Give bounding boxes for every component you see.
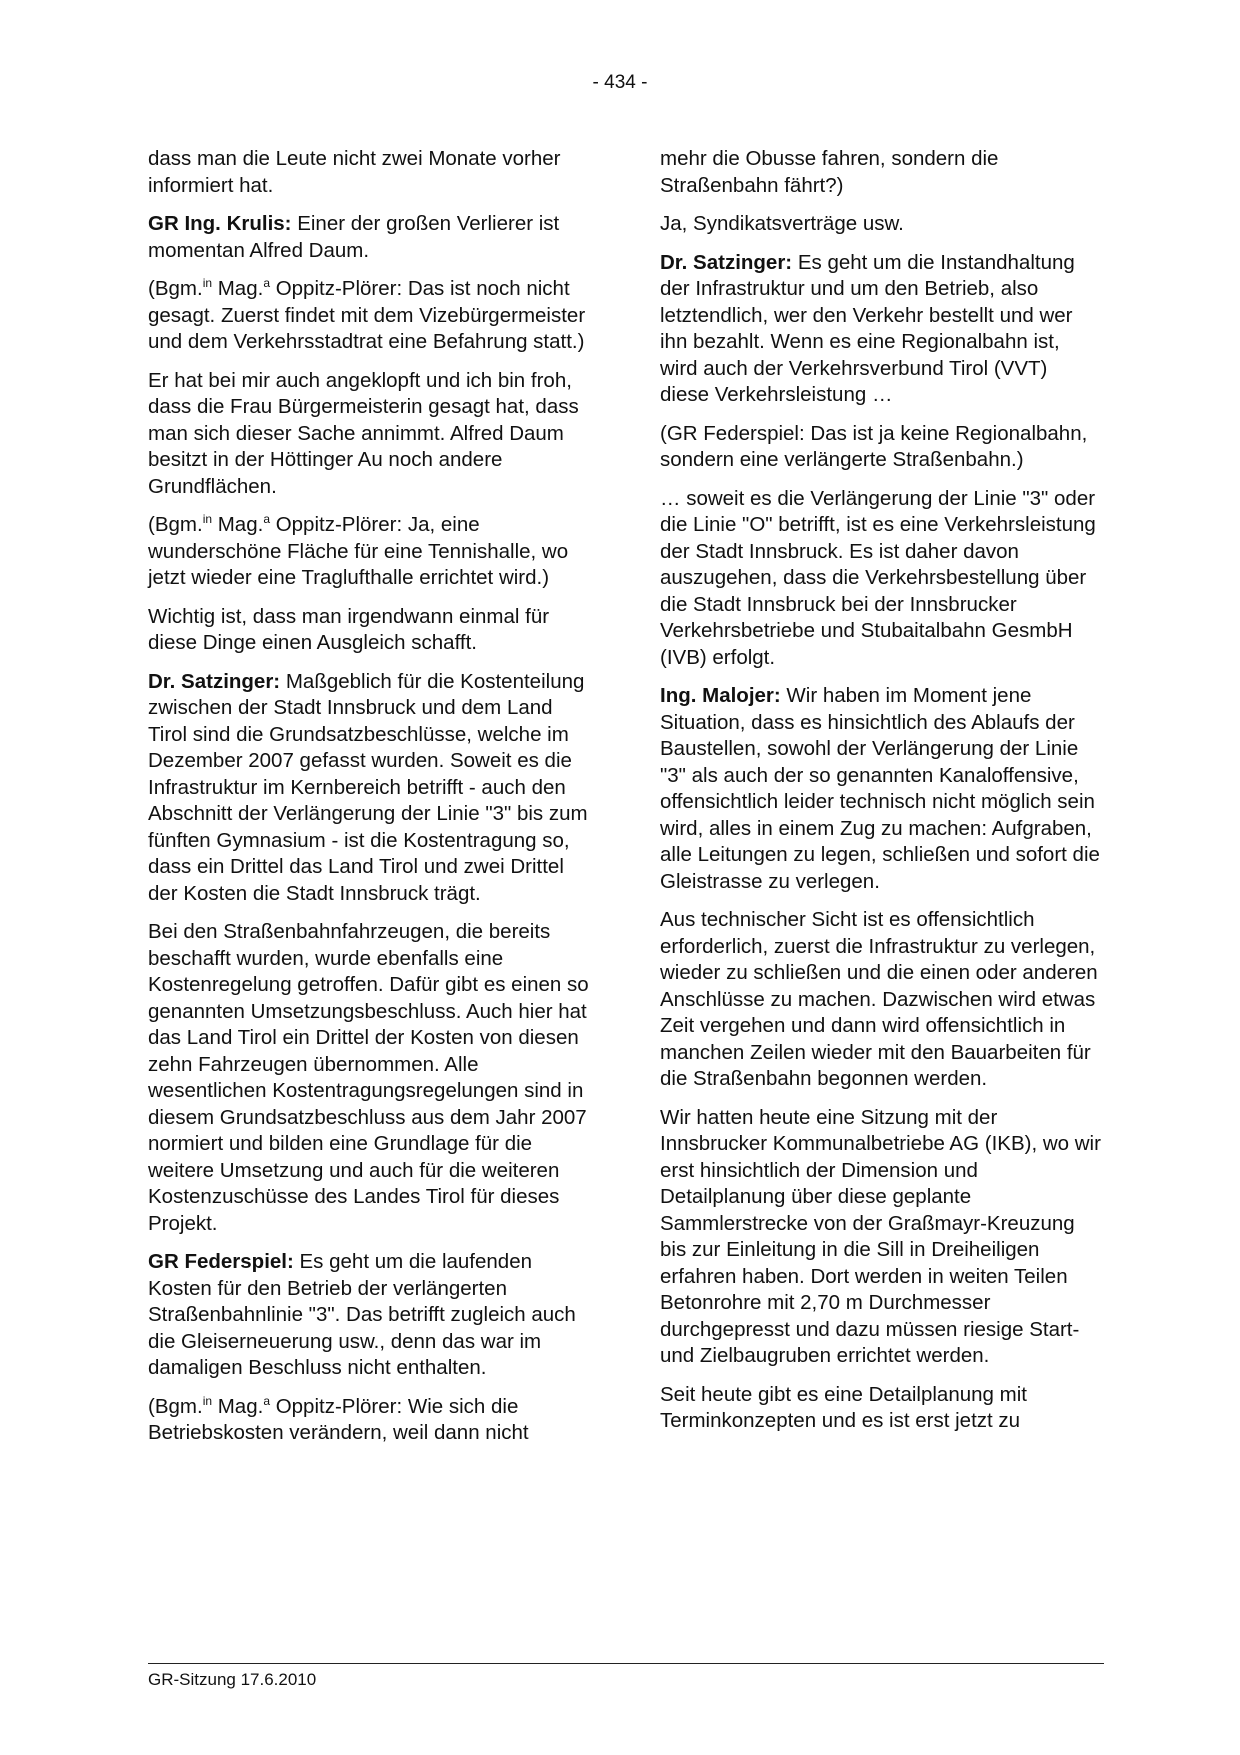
left-column — [148, 146, 590, 1447]
title-superscript: in — [202, 276, 213, 290]
title-mag: Mag. — [212, 277, 264, 300]
speaker-name: GR Ing. Krulis: — [148, 212, 292, 235]
speech-text: Einer der großen Verlierer ist momentan Alfred Daum. — [148, 212, 560, 262]
title-superscript: in — [202, 512, 213, 526]
paragraph: mehr die Obusse fahren, sondern die Straßenbahn fährt?) — [660, 147, 999, 197]
speaker-name: GR Federspiel: — [148, 1250, 294, 1273]
paragraph: Er hat bei mir auch angeklopft und ich bin froh, dass die Frau Bürgermeisterin gesagt hat, dass man sich dieser Sache annimmt. Alfred Daum besitzt in der Höttinger Au noch andere Grundflächen. — [148, 368, 579, 498]
paragraph: Aus technischer Sicht ist es offensichtlich erforderlich, zuerst die Infrastruktur zu verlegen, wieder zu schließen und die einen oder anderen Anschlüsse zu machen. Dazwischen wird etwas Zeit vergehen und dann wird offensichtlich in manchen Zeilen wieder mit den Bauarbeiten für die Straßenbahn begonnen werden. — [660, 908, 1098, 1090]
footer-divider — [148, 1663, 1104, 1664]
interjection-text: Oppitz-Plörer: Wie sich die Betriebskosten verändern, weil dann nicht — [148, 1394, 529, 1444]
interjection — [148, 512, 590, 592]
paragraph — [660, 250, 1102, 409]
interjection — [148, 276, 590, 356]
paragraph — [148, 669, 590, 908]
interjection-text: Oppitz-Plörer: Das ist noch nicht gesagt. Zuerst findet mit dem Vizebürgermeister und dem Verkehrsstadtrat eine Befahrung statt.) — [148, 277, 586, 353]
paragraph: Wichtig ist, dass man irgendwann einmal für diese Dinge einen Ausgleich schafft. — [148, 604, 550, 654]
speaker-name: Ing. Malojer: — [660, 684, 781, 707]
paragraph: Wir hatten heute eine Sitzung mit der Innsbrucker Kommunalbetriebe AG (IKB), wo wir erst hinsichtlich der Dimension und Detailplanung über diese geplante Sammlerstrecke von der Graßmayr-Kreuzung bis zur Einleitung in die Sill in Dreiheiligen erfahren haben. Dort werden in weiten Teilen Betonrohre mit 2,70 m Durchmesser durchgepresst und dazu müssen riesige Start- und Zielbaugruben errichtet werden. — [660, 1105, 1101, 1367]
footer-text: GR-Sitzung 17.6.2010 — [148, 1670, 317, 1689]
paragraph: Ja, Syndikatsverträge usw. — [660, 212, 904, 235]
speech-text: Es geht um die Instandhaltung der Infrastruktur und um den Betrieb, also letztendlich, wer den Verkehr bestellt und wer ihn bezahlt. Wenn es eine Regionalbahn ist, wird auch der Verkehrsverbund Tirol (VVT) diese Verkehrsleistung … — [660, 250, 1075, 406]
speech-text: Wir haben im Moment jene Situation, dass es hinsichtlich des Ablaufs der Baustellen, sowohl der Verlängerung der Linie "3" als auch der so genannten Kanaloffensive, offensichtlich leider technisch nicht möglich sein wird, alles in einem Zug zu machen: Aufgraben, alle Leitungen zu legen, schließen und sofort die Gleistrasse zu verlegen. — [660, 684, 1100, 893]
title-superscript: a — [263, 1393, 270, 1408]
title-bgm: (Bgm. — [148, 277, 203, 300]
paragraph — [148, 211, 590, 264]
interjection — [148, 1394, 590, 1447]
paragraph — [148, 1249, 590, 1382]
paragraph: Bei den Straßenbahnfahrzeugen, die bereits beschafft wurden, wurde ebenfalls eine Kostenregelung getroffen. Dafür gibt es einen so genannten Umsetzungsbeschluss. Auch hier hat das Land Tirol ein Drittel der Kosten von diesen zehn Fahrzeugen übernommen. Alle wesentlichen Kostentragungsregelungen sind in diesem Grundsatzbeschluss aus dem Jahr 2007 normiert und bilden eine Grundlage für die weitere Umsetzung und auch für die weiteren Kostenzuschüsse des Landes Tirol für dieses Projekt. — [148, 920, 589, 1235]
interjection-text: Oppitz-Plörer: Ja, eine wunderschöne Fläche für eine Tennishalle, wo jetzt wieder eine Traglufthalle errichtet wird.) — [148, 513, 569, 589]
title-bgm: (Bgm. — [148, 1394, 203, 1418]
speech-text: Es geht um die laufenden Kosten für den Betrieb der verlängerten Straßenbahnlinie "3". Das betrifft zugleich auch die Gleiserneuerung usw., denn das war im damaligen Beschluss nicht enthalten. — [148, 1250, 576, 1379]
right-column — [660, 146, 1102, 1435]
speaker-name: Dr. Satzinger: — [148, 669, 281, 693]
title-superscript: in — [202, 1393, 213, 1408]
paragraph: Seit heute gibt es eine Detailplanung mit Terminkonzepten und es ist erst jetzt zu — [660, 1382, 1027, 1432]
paragraph: dass man die Leute nicht zwei Monate vorher informiert hat. — [148, 147, 561, 197]
interjection: (GR Federspiel: Das ist ja keine Regionalbahn, sondern eine verlängerte Straßenbahn.) — [660, 421, 1088, 471]
speech-text: Maßgeblich für die Kostenteilung zwischen der Stadt Innsbruck und dem Land Tirol sind die Grundsatzbeschlüsse, welche im Dezember 2007 gefasst wurden. Soweit es die Infrastruktur im Kernbereich betrifft - auch den Abschnitt der Verlängerung der Linie "3" bis zum fünften Gymnasium - ist die Kostentragung so, dass ein Drittel das Land Tirol und zwei Drittel der Kosten die Stadt Innsbruck trägt. — [148, 669, 588, 905]
speaker-name: Dr. Satzinger: — [660, 250, 793, 274]
title-bgm: (Bgm. — [148, 513, 203, 536]
paragraph: … soweit es die Verlängerung der Linie "3" oder die Linie "O" betrifft, ist es eine Verkehrsleistung der Stadt Innsbruck. Es ist daher davon auszugehen, dass die Verkehrsbestellung über die Stadt Innsbruck bei der Innsbrucker Verkehrsbetriebe und Stubaitalbahn GesmbH (IVB) erfolgt. — [660, 486, 1096, 669]
title-superscript: a — [263, 512, 270, 526]
title-mag: Mag. — [212, 1394, 264, 1418]
page-number: - 434 - — [592, 72, 648, 93]
title-superscript: a — [263, 276, 270, 290]
title-mag: Mag. — [212, 513, 264, 536]
paragraph — [660, 683, 1102, 895]
